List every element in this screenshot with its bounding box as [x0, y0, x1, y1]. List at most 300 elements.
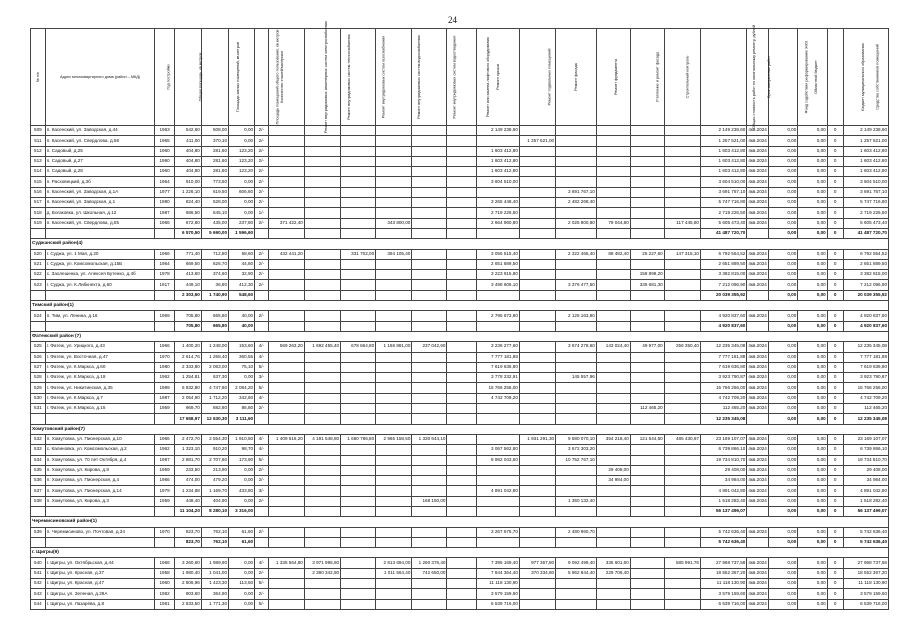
cell-total-area: 404,80	[174, 156, 201, 166]
subtotal-row	[31, 537, 889, 547]
cell-empty	[664, 290, 700, 300]
cell-work-cost	[412, 208, 447, 218]
col-f-federal: Фонд содействия реформированию ЖКХ	[768, 29, 797, 126]
cell-total-cost: 12 235 345,08	[700, 342, 746, 352]
cell-work-cost	[412, 177, 447, 187]
cell-work-cost	[268, 136, 304, 146]
cell-deadline: 4кв.2024	[747, 208, 769, 218]
cell-deadline: 4кв.2024	[747, 270, 769, 280]
table-row	[31, 280, 889, 290]
cell-total-area: 2 806,96	[174, 579, 201, 589]
cell-work-cost: 1 335 564,80	[268, 558, 304, 568]
cell-work-cost: 1 692 455,40	[304, 342, 340, 352]
cell-work-cost	[341, 373, 376, 383]
cell-work-cost	[412, 383, 447, 393]
cell-work-cost: 370 334,80	[519, 568, 555, 578]
cell-work-cost: 1 603 412,80	[476, 146, 519, 156]
cell-work-cost: 742 650,00	[412, 568, 447, 578]
cell-funding: 0,00	[768, 404, 797, 414]
cell-work-cost	[268, 486, 304, 496]
cell-work-cost	[664, 187, 700, 197]
cell-work-cost	[664, 496, 700, 506]
cell-work-cost	[304, 208, 340, 218]
cell-funding: 0,00	[798, 579, 827, 589]
cell-empty	[268, 537, 304, 547]
cell-deadline: 4кв.2024	[747, 568, 769, 578]
cell-deadline: 4кв.2024	[747, 259, 769, 269]
cell-year: 1964	[155, 259, 174, 269]
cell-work-cost: 88 482,40	[596, 249, 630, 259]
cell-work-cost	[341, 146, 376, 156]
cell-floors: 2/-	[255, 465, 269, 475]
district-name: Тимский район(1)	[31, 301, 889, 311]
cell-work-cost	[304, 455, 340, 465]
cell-work-cost	[596, 373, 630, 383]
cell-work-cost	[556, 404, 597, 414]
cell-total-area: 411,00	[174, 136, 201, 146]
cell-work-cost	[630, 208, 664, 218]
cell-work-cost: 1 931 291,30	[519, 434, 555, 444]
cell-work-cost	[596, 393, 630, 403]
cell-work-cost	[412, 198, 447, 208]
cell-work-cost	[341, 270, 376, 280]
cell-deadline: 4кв.2024	[747, 579, 769, 589]
cell-no: 534	[31, 455, 46, 465]
cell-common-area: 360,55	[229, 352, 255, 362]
cell-work-cost	[304, 362, 340, 372]
cell-work-cost: 3 604 510,00	[476, 177, 519, 187]
cell-work-cost	[556, 146, 597, 156]
cell-work-cost	[304, 476, 340, 486]
cell-funding: 5 747 716,80	[843, 198, 888, 208]
cell-work-cost	[664, 455, 700, 465]
cell-living-area: 4 747,80	[201, 383, 228, 393]
cell-total-area: 903,60	[174, 589, 201, 599]
cell-address: г. Фатеж, ул. К.Маркса, д.60	[45, 362, 155, 372]
cell-empty	[376, 414, 412, 424]
cell-work-cost	[630, 568, 664, 578]
cell-work-cost: 1 166 881,00	[376, 342, 412, 352]
cell-work-cost	[630, 136, 664, 146]
cell-work-cost	[664, 579, 700, 589]
cell-work-cost	[376, 126, 412, 136]
cell-floors: 2/-	[255, 156, 269, 166]
cell-work-cost	[376, 146, 412, 156]
cell-empty	[519, 414, 555, 424]
cell-funding: 0,00	[798, 476, 827, 486]
cell-work-cost	[412, 486, 447, 496]
cell-address: г. Фатеж, ул. Никитинская, д.35	[45, 383, 155, 393]
cell-living-area: 619,50	[201, 187, 228, 197]
cell-total-cost: 5 747 716,80	[700, 198, 746, 208]
cell-deadline: 4кв.2024	[747, 599, 769, 609]
cell-empty	[556, 290, 597, 300]
cell-work-cost	[268, 126, 304, 136]
cell-total-area: 404,80	[174, 146, 201, 156]
cell-common-area: 44,80	[229, 259, 255, 269]
cell-no: 544	[31, 599, 46, 609]
cell-no: 536	[31, 476, 46, 486]
cell-funding: 0,00	[798, 537, 827, 547]
cell-common-area: 0,00	[229, 198, 255, 208]
cell-empty	[376, 290, 412, 300]
cell-work-cost	[447, 476, 476, 486]
cell-work-cost	[519, 311, 555, 321]
cell-deadline: 4кв.2024	[747, 156, 769, 166]
cell-deadline: 4кв.2024	[747, 496, 769, 506]
cell-work-cost	[304, 352, 340, 362]
cell-common-area: 0,00	[229, 208, 255, 218]
cell-deadline	[747, 228, 769, 238]
cell-work-cost	[630, 393, 664, 403]
cell-work-cost	[556, 167, 597, 177]
cell-funding: 0,00	[798, 208, 827, 218]
cell-work-cost	[304, 579, 340, 589]
cell-total-cost: 2 149 238,60	[700, 126, 746, 136]
cell-living-area: 374,60	[201, 270, 228, 280]
col-w12: Строительный контроль	[664, 29, 700, 126]
cell-work-cost	[304, 167, 340, 177]
cell-work-cost: 394 105,40	[376, 249, 412, 259]
cell-funding: 6 739 866,10	[843, 445, 888, 455]
cell-funding: 0	[827, 280, 843, 290]
cell-work-cost	[630, 558, 664, 568]
cell-empty	[664, 414, 700, 424]
subtotal-row	[31, 414, 889, 424]
cell-common-area: 75,10	[229, 362, 255, 372]
cell-deadline: 4кв.2024	[747, 177, 769, 187]
cell-total-cost: 27 968 737,58	[700, 558, 746, 568]
cell-total-area: 2 472,70	[174, 434, 201, 444]
cell-work-cost: 2 125 163,80	[556, 311, 597, 321]
cell-work-cost	[596, 599, 630, 609]
cell-work-cost	[376, 393, 412, 403]
col-floors: Количество этажей/материал	[255, 29, 269, 126]
cell-funding: 0,00	[768, 352, 797, 362]
cell-empty	[255, 290, 269, 300]
cell-empty	[268, 290, 304, 300]
cell-work-cost	[519, 198, 555, 208]
cell-work-cost: 977 367,80	[519, 558, 555, 568]
cell-work-cost	[447, 198, 476, 208]
cell-funding: 0,00	[768, 558, 797, 568]
cell-empty	[341, 290, 376, 300]
cell-work-cost	[341, 187, 376, 197]
cell-funding: 1 603 412,80	[843, 167, 888, 177]
cell-empty	[596, 290, 630, 300]
cell-address	[45, 321, 155, 331]
cell-work-cost: 331 702,00	[341, 249, 376, 259]
cell-work-cost	[519, 249, 555, 259]
cell-common-area: 153,60	[229, 342, 255, 352]
cell-funding: 4 920 837,60	[843, 321, 888, 331]
cell-funding: 0,00	[768, 383, 797, 393]
cell-floors: 4/-	[255, 352, 269, 362]
cell-address: г. Фатеж, ул. Восточная, д.47	[45, 352, 155, 362]
table-row	[31, 465, 889, 475]
cell-funding: 0	[827, 589, 843, 599]
cell-total-cost: 4 891 042,80	[700, 486, 746, 496]
cell-work-cost	[447, 434, 476, 444]
cell-total-area: 6 832,80	[174, 383, 201, 393]
cell-common-area: 0,00	[229, 177, 255, 187]
cell-work-cost	[412, 404, 447, 414]
cell-work-cost	[476, 136, 519, 146]
cell-work-cost	[341, 352, 376, 362]
cell-deadline: 4кв.2024	[747, 187, 769, 197]
cell-empty	[304, 506, 340, 516]
cell-funding: 0,00	[768, 445, 797, 455]
cell-common-area: 0,00	[229, 136, 255, 146]
cell-work-cost: 79 044,80	[596, 218, 630, 228]
cell-work-cost	[341, 280, 376, 290]
cell-no	[31, 506, 46, 516]
cell-work-cost	[341, 476, 376, 486]
cell-empty	[304, 414, 340, 424]
cell-floors: 5/-	[255, 579, 269, 589]
cell-work-cost	[376, 311, 412, 321]
cell-work-cost	[376, 208, 412, 218]
cell-work-cost	[664, 362, 700, 372]
cell-living-area: 213,90	[201, 465, 228, 475]
cell-work-cost	[596, 486, 630, 496]
cell-total-area: 233,50	[174, 465, 201, 475]
table-row	[31, 599, 889, 609]
cell-funding: 0,00	[798, 228, 827, 238]
cell-work-cost	[268, 167, 304, 177]
cell-work-cost	[447, 187, 476, 197]
cell-funding: 0,00	[798, 373, 827, 383]
cell-funding: 0	[827, 228, 843, 238]
subtotal-row	[31, 228, 889, 238]
cell-work-cost	[376, 589, 412, 599]
cell-work-cost: 7 619 636,80	[476, 362, 519, 372]
cell-work-cost	[376, 270, 412, 280]
cell-work-cost	[412, 259, 447, 269]
cell-work-cost	[268, 352, 304, 362]
cell-work-cost	[268, 270, 304, 280]
cell-work-cost: 1 409 616,20	[268, 434, 304, 444]
cell-address: п. Хомутовка, ул. Пионерская, д.4	[45, 476, 155, 486]
cell-total-cost: 112 465,20	[700, 404, 746, 414]
cell-work-cost	[341, 156, 376, 166]
cell-funding: 0,00	[768, 455, 797, 465]
cell-common-area: 0,00	[229, 373, 255, 383]
cell-empty	[412, 537, 447, 547]
cell-work-cost	[268, 455, 304, 465]
cell-work-cost	[664, 383, 700, 393]
cell-work-cost	[376, 476, 412, 486]
cell-funding: 27 968 737,58	[843, 558, 888, 568]
cell-funding: 0,00	[798, 352, 827, 362]
cell-empty	[255, 506, 269, 516]
col-year: Год постройки	[155, 29, 174, 126]
col-f-owners: Средства собственников помещений	[843, 29, 888, 126]
cell-work-cost	[664, 445, 700, 455]
cell-funding: 0,00	[768, 496, 797, 506]
subtotal-row	[31, 506, 889, 516]
cell-work-cost	[476, 476, 519, 486]
cell-funding: 18 552 367,20	[843, 568, 888, 578]
cell-empty	[255, 321, 269, 331]
col-w7: Ремонт крыши	[476, 29, 519, 126]
col-w4: Ремонт внутридомовых систем водоснабжения	[376, 29, 412, 126]
cell-empty	[630, 321, 664, 331]
cell-funding: 0,00	[768, 156, 797, 166]
cell-funding: 0,00	[768, 270, 797, 280]
cell-work-cost	[341, 558, 376, 568]
cell-no	[31, 228, 46, 238]
cell-year: 1980	[155, 362, 174, 372]
cell-funding: 0,00	[768, 249, 797, 259]
cell-no: 533	[31, 445, 46, 455]
cell-floors: 2/-	[255, 589, 269, 599]
cell-deadline: 4кв.2024	[747, 476, 769, 486]
cell-work-cost: 4 742 709,20	[476, 393, 519, 403]
cell-no: 521	[31, 259, 46, 269]
cell-work-cost	[447, 146, 476, 156]
cell-work-cost	[341, 568, 376, 578]
cell-deadline: 4кв.2024	[747, 280, 769, 290]
cell-work-cost	[304, 393, 340, 403]
cell-funding: 0	[827, 579, 843, 589]
cell-work-cost	[447, 167, 476, 177]
cell-common-area: 3 316,00	[229, 506, 255, 516]
cell-work-cost: 2 795 673,80	[476, 311, 519, 321]
cell-empty	[255, 228, 269, 238]
cell-funding: 0	[827, 146, 843, 156]
cell-living-area: 910,20	[201, 445, 228, 455]
cell-work-cost	[304, 259, 340, 269]
cell-address: п. Садовый, д.25	[45, 146, 155, 156]
cell-work-cost: 3 265 448,40	[476, 198, 519, 208]
cell-common-area: 2 084,20	[229, 383, 255, 393]
cell-work-cost	[596, 404, 630, 414]
cell-work-cost: 229 706,40	[596, 568, 630, 578]
col-no: № п/п	[31, 29, 46, 126]
table-row	[31, 362, 889, 372]
cell-work-cost	[630, 373, 664, 383]
cell-empty	[447, 506, 476, 516]
cell-funding: 0,00	[768, 187, 797, 197]
cell-total-area: 771,40	[174, 249, 201, 259]
cell-empty	[630, 228, 664, 238]
cell-work-cost: 145 557,96	[556, 373, 597, 383]
cell-work-cost	[596, 136, 630, 146]
cell-common-area: 123,20	[229, 146, 255, 156]
cell-year: 1966	[155, 249, 174, 259]
cell-work-cost	[596, 167, 630, 177]
cell-funding: 0,00	[768, 126, 797, 136]
cell-empty	[519, 506, 555, 516]
cell-work-cost	[556, 476, 597, 486]
table-row	[31, 311, 889, 321]
cell-funding: 0,00	[768, 362, 797, 372]
cell-work-cost	[630, 177, 664, 187]
cell-no	[31, 290, 46, 300]
cell-work-cost: 237 042,60	[412, 342, 447, 352]
cell-work-cost	[412, 373, 447, 383]
col-f-regional: Областной бюджет	[798, 29, 827, 126]
cell-living-area: 1 248,00	[201, 342, 228, 352]
cell-work-cost	[341, 455, 376, 465]
cell-work-cost: 3 236 277,60	[476, 342, 519, 352]
cell-funding: 0	[827, 136, 843, 146]
cell-no: 539	[31, 527, 46, 537]
cell-work-cost	[341, 177, 376, 187]
cell-no: 519	[31, 218, 46, 228]
table-row	[31, 259, 889, 269]
cell-work-cost	[304, 383, 340, 393]
cell-empty	[447, 228, 476, 238]
cell-year: 1965	[155, 136, 174, 146]
cell-work-cost	[412, 270, 447, 280]
cell-work-cost: 585 991,76	[664, 558, 700, 568]
cell-total-cost: 11 118 130,90	[700, 579, 746, 589]
cell-work-cost	[447, 404, 476, 414]
cell-work-cost	[556, 599, 597, 609]
cell-common-area: 606,60	[229, 187, 255, 197]
cell-address: п. Касенский, ул. Заводская, д.1	[45, 198, 155, 208]
cell-funding: 2 651 889,50	[843, 259, 888, 269]
cell-deadline: 4кв.2024	[747, 352, 769, 362]
cell-empty	[268, 506, 304, 516]
cell-floors: 4/-	[255, 558, 269, 568]
cell-work-cost	[376, 156, 412, 166]
cell-work-cost: 121 544,50	[630, 434, 664, 444]
cell-work-cost	[630, 352, 664, 362]
cell-work-cost	[519, 187, 555, 197]
cell-year: 1987	[155, 208, 174, 218]
cell-work-cost	[519, 280, 555, 290]
cell-work-cost	[268, 496, 304, 506]
cell-work-cost: 256 350,40	[664, 342, 700, 352]
cell-empty	[341, 414, 376, 424]
cell-floors: 3/-	[255, 373, 269, 383]
cell-empty	[412, 414, 447, 424]
cell-funding: 6 792 554,52	[843, 249, 888, 259]
cell-funding: 0,00	[768, 311, 797, 321]
cell-work-cost	[596, 496, 630, 506]
cell-no: 509	[31, 126, 46, 136]
cell-work-cost: 371 422,40	[268, 218, 304, 228]
cell-funding: 0,00	[768, 321, 797, 331]
cell-work-cost: 7 844 364,40	[476, 568, 519, 578]
cell-work-cost: 147 315,10	[664, 249, 700, 259]
cell-empty	[519, 290, 555, 300]
cell-work-cost	[519, 270, 555, 280]
cell-total-cost: 41 487 720,70	[700, 228, 746, 238]
cell-work-cost: 168 150,00	[412, 496, 447, 506]
cell-address: п. Тим, ул. Ленина, д.16	[45, 311, 155, 321]
cell-living-area: 8 280,10	[201, 506, 228, 516]
cell-work-cost	[268, 259, 304, 269]
cell-funding: 0,00	[768, 342, 797, 352]
cell-work-cost	[630, 496, 664, 506]
cell-funding: 5 742 636,40	[843, 537, 888, 547]
cell-funding: 0	[827, 455, 843, 465]
cell-work-cost: 1 011 564,40	[376, 568, 412, 578]
cell-work-cost	[376, 455, 412, 465]
cell-work-cost	[268, 404, 304, 414]
cell-work-cost: 3 674 278,60	[556, 342, 597, 352]
cell-address: г. Щигры, ул. Октябрьская, д.44	[45, 558, 155, 568]
cell-work-cost	[596, 280, 630, 290]
cell-work-cost	[596, 362, 630, 372]
cell-work-cost	[596, 126, 630, 136]
cell-work-cost: 34 984,00	[596, 476, 630, 486]
cell-funding: 0	[827, 187, 843, 197]
